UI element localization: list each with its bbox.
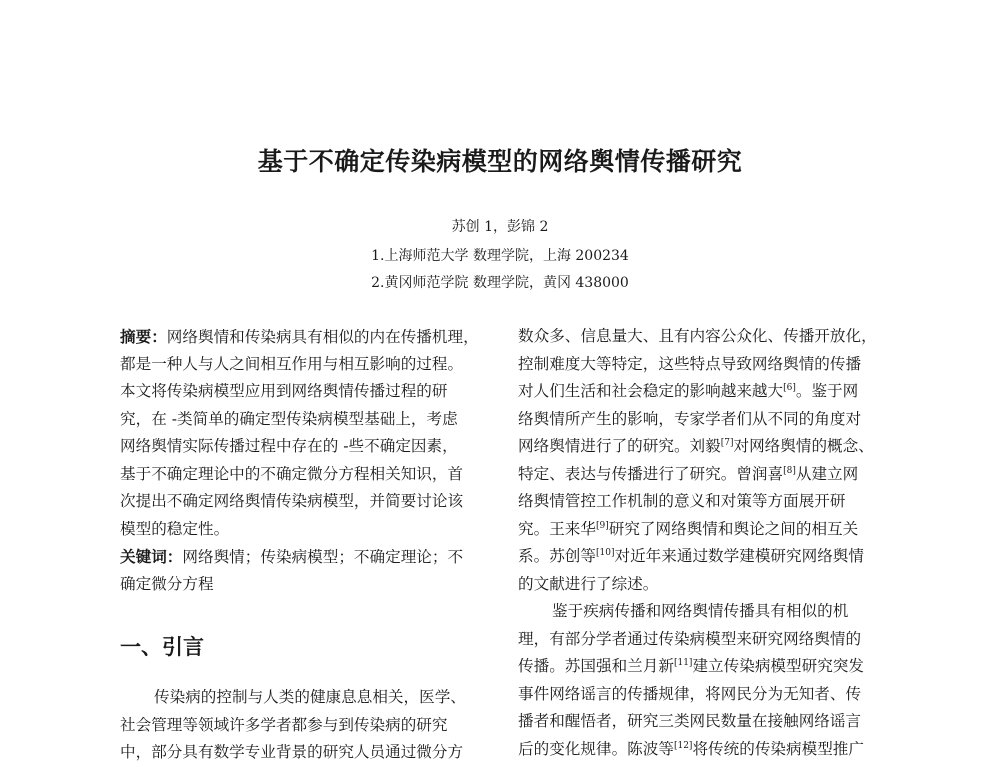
abstract-line: 究，在 -类简单的确定型传染病模型基础上，考虑 <box>120 409 458 428</box>
body-line <box>518 681 888 709</box>
intro-line: 中，部分具有数学专业背景的研究人员通过微分方 <box>120 743 464 761</box>
body-text: 研究了网络舆情和舆论之间的相互关 <box>608 519 859 538</box>
keywords-line: 关键词：网络舆情；传染病模型；不确定理论；不 <box>120 547 464 566</box>
body-text: 。鉴于网 <box>795 382 859 400</box>
intro-line: 社会管理等领域许多学者都参与到传染病的研究 <box>120 715 448 734</box>
abstract-line: 都是一种人与人之间相互作用与相互影响的过程。 <box>120 354 464 373</box>
intro-line: 传染病的控制与人类的健康息息相关，医学、 <box>154 688 466 706</box>
body-text: 建立传染病模型研究突发 <box>692 657 864 675</box>
body-line <box>518 653 888 681</box>
body-text: 络舆情管控工作机制的意义和对策等方面展开研 <box>518 492 846 510</box>
abstract-line: 基于不确定理论中的不确定微分方程相关知识，首 <box>120 464 464 483</box>
abstract-line: 次提出不确定网络舆情传染病模型，并简要讨论该 <box>120 492 464 510</box>
authors: 苏创 1，彭锦 2 <box>451 219 549 235</box>
body-line <box>518 736 888 764</box>
body-line <box>518 323 888 351</box>
body-text: 控制难度大等特定，这些特点导致网络舆情的传播 <box>518 354 862 373</box>
left-column <box>120 323 490 598</box>
intro-paragraph <box>120 684 490 767</box>
body-text: 络舆情所产生的影响，专家学者们从不同的角度对 <box>518 409 862 428</box>
body-text: 特定、表达与传播进行了研究。曾润喜 <box>518 464 784 483</box>
body-line <box>518 351 888 379</box>
citation-ref: [9] <box>595 520 609 531</box>
body-text: 数众多、信息量大、且有内容公众化、传播开放化， <box>518 327 877 345</box>
body-text: 的文献进行了综述。 <box>518 574 659 593</box>
body-text: 系。苏创等 <box>518 547 596 565</box>
right-column <box>518 323 888 763</box>
right-paragraph-1 <box>518 323 888 598</box>
body-text: 究。王来华 <box>518 519 596 538</box>
body-line <box>518 598 888 626</box>
citation-ref: [8] <box>783 465 796 476</box>
body-line <box>518 378 888 406</box>
section-heading-introduction: 一、引言 <box>120 635 204 659</box>
body-line <box>518 406 888 434</box>
body-text: 鉴于疾病传播和网络舆情传播具有相似的机 <box>552 602 849 620</box>
abstract-label: 摘要： <box>120 327 167 346</box>
body-text: 传播。苏国强和兰月新 <box>518 657 674 675</box>
citation-ref: [11] <box>673 658 693 668</box>
citation-ref: [6] <box>783 383 796 393</box>
body-text: 对网络舆情的概念、 <box>733 437 874 455</box>
body-text: 网络舆情进行了的研究。刘毅 <box>518 437 721 455</box>
abstract-line: 摘要：网络舆情和传染病具有相似的内在传播机理， <box>120 327 479 346</box>
body-line <box>518 708 888 736</box>
body-line <box>518 571 888 599</box>
body-text: 后的变化规律。陈波等 <box>518 739 674 758</box>
body-text: 将传统的传染病模型推广 <box>692 739 864 758</box>
body-line <box>518 516 888 544</box>
body-line <box>518 433 888 461</box>
body-line <box>518 461 888 489</box>
affiliation-2: 2.黄冈师范学院 数理学院，黄冈 438000 <box>371 275 629 291</box>
body-line <box>518 488 888 516</box>
body-line <box>518 543 888 571</box>
citation-ref: [10] <box>595 548 615 558</box>
citation-ref: [7] <box>720 438 734 448</box>
body-text: 事件网络谣言的传播规律，将网民分为无知者、传 <box>518 684 862 703</box>
body-text: 播者和醒悟者，研究三类网民数量在接触网络谣言 <box>518 712 862 730</box>
body-text: 对近年来通过数学建模研究网络舆情 <box>614 547 864 565</box>
body-line <box>518 626 888 654</box>
keywords-line: 确定微分方程 <box>120 574 214 593</box>
affiliation-1: 1.上海师范大学 数理学院，上海 200234 <box>371 248 629 264</box>
abstract-line: 模型的稳定性。 <box>120 519 230 538</box>
citation-ref: [12] <box>673 740 693 751</box>
keywords-label: 关键词： <box>120 547 183 566</box>
right-paragraph-2 <box>518 598 888 763</box>
abstract-line: 本文将传染病模型应用到网络舆情传播过程的研 <box>120 382 448 400</box>
body-text: 从建立网 <box>795 464 859 483</box>
paper-title: 基于不确定传染病模型的网络舆情传播研究 <box>257 147 743 176</box>
abstract-line: 网络舆情实际传播过程中存在的 -些不确定因素， <box>120 437 458 455</box>
body-text: 理，有部分学者通过传染病模型来研究网络舆情的 <box>518 629 862 648</box>
body-text: 对人们生活和社会稳定的影响越来越大 <box>518 382 784 400</box>
